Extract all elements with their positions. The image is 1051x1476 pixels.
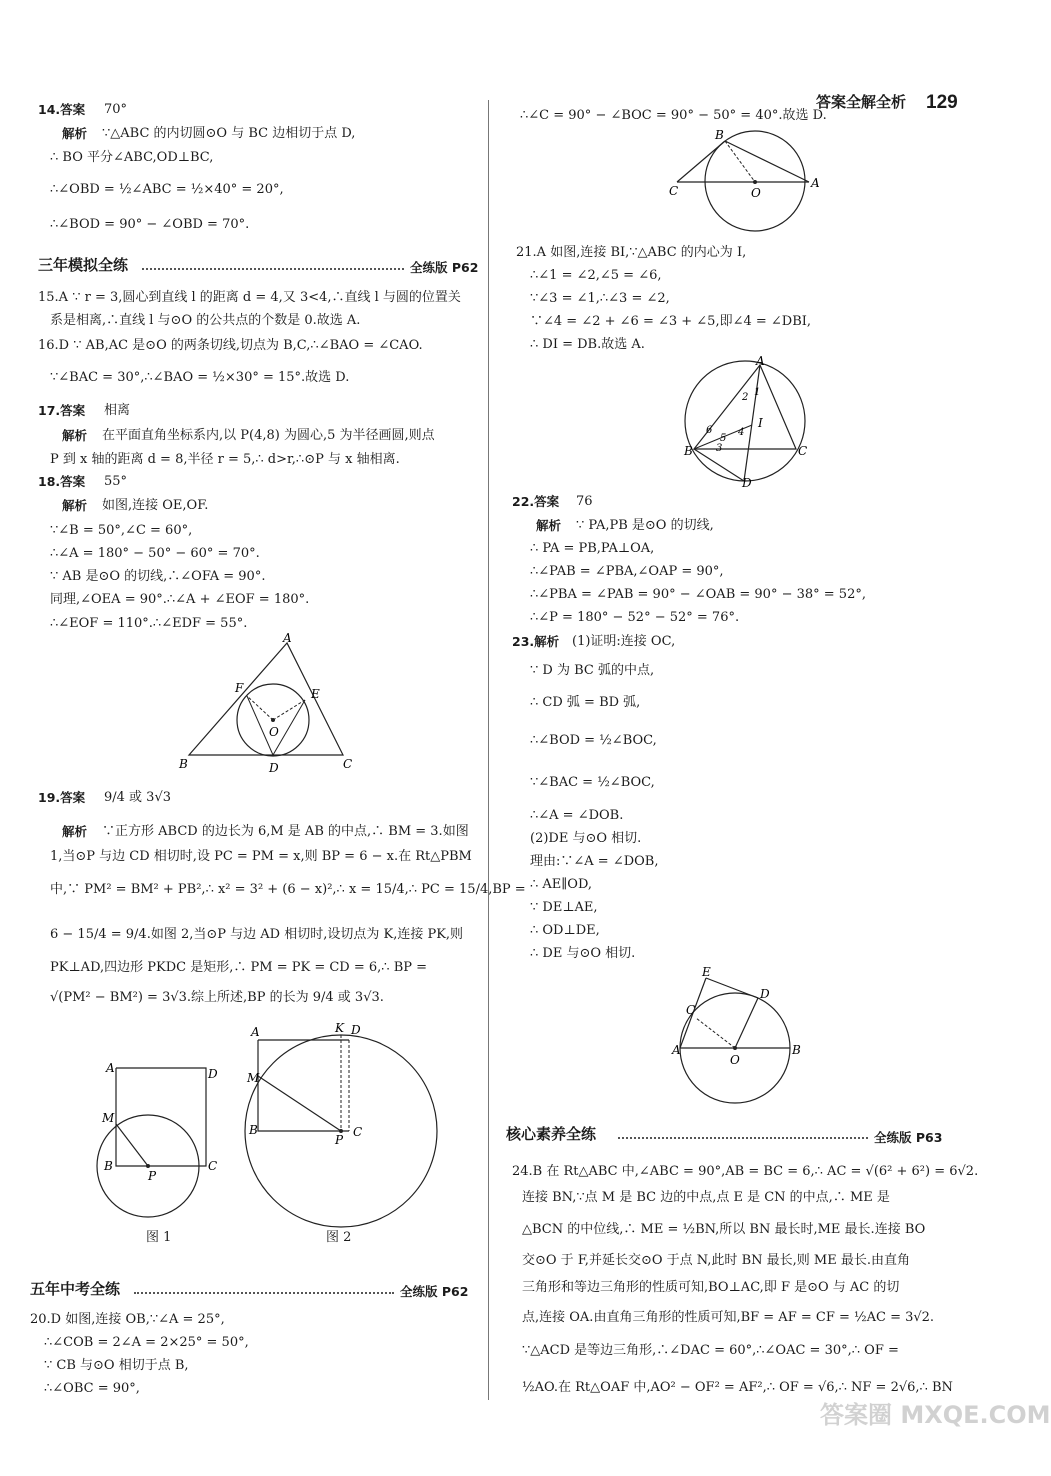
- svg-text:B: B: [715, 128, 724, 142]
- q17-line: P 到 x 轴的距离 d = 8,半径 r = 5,∴ d>r,∴⊙P 与 x 轴相离.: [50, 452, 400, 467]
- svg-text:O: O: [751, 186, 761, 200]
- q22-line: ∴ PA = PB,PA⊥OA,: [530, 541, 655, 556]
- section-dots: [134, 1292, 394, 1294]
- svg-text:B: B: [792, 1043, 801, 1057]
- svg-text:3: 3: [716, 443, 723, 454]
- section-dots: [618, 1137, 868, 1139]
- svg-text:M: M: [247, 1071, 260, 1085]
- q18-expl-label: 解析: [62, 498, 88, 513]
- q17-expl-label: 解析: [62, 428, 88, 443]
- q24-line: △BCN 的中位线,∴ ME = ½BN,所以 BN 最长时,ME 最长.连接 BO: [522, 1222, 926, 1237]
- svg-text:E: E: [702, 965, 711, 979]
- q17-label: 17.答案: [38, 403, 86, 418]
- q18-line: 同理,∠OEA = 90°.∴∠A + ∠EOF = 180°.: [50, 592, 310, 607]
- q24-line: 三角形和等边三角形的性质可知,BO⊥AC,即 F 是⊙O 与 AC 的切: [522, 1280, 900, 1295]
- svg-text:C: C: [353, 1125, 363, 1139]
- svg-text:B: B: [684, 444, 693, 458]
- section-title: 五年中考全练: [30, 1280, 121, 1298]
- q19-line: 中,∵ PM² = BM² + PB²,∴ x² = 3² + (6 − x)²,∴ x = 15/4,∴ PC = 15/4,BP =: [50, 882, 526, 897]
- q14-line: ∵△ABC 的内切圆⊙O 与 BC 边相切于点 D,: [102, 126, 356, 141]
- svg-text:O: O: [269, 725, 279, 739]
- q17-line: 在平面直角坐标系内,以 P(4,8) 为圆心,5 为半径画圆,则点: [102, 428, 435, 443]
- q18-line: ∴∠EOF = 110°.∴∠EDF = 55°.: [50, 616, 248, 631]
- q22-expl-label: 解析: [536, 518, 562, 533]
- q21-line: ∵∠4 = ∠2 + ∠6 = ∠3 + ∠5,即∠4 = ∠DBI,: [530, 314, 812, 329]
- svg-text:A: A: [672, 1043, 681, 1057]
- svg-text:K: K: [335, 1021, 344, 1035]
- q19-expl-label: 解析: [62, 824, 88, 839]
- svg-text:C: C: [208, 1159, 218, 1173]
- fig2-caption: 图 2: [326, 1230, 352, 1245]
- svg-text:1: 1: [754, 387, 761, 398]
- q18-answer: 55°: [104, 474, 128, 489]
- svg-text:5: 5: [720, 433, 727, 444]
- q19-line: √(PM² − BM²) = 3√3.综上所述,BP 的长为 9/4 或 3√3.: [50, 990, 384, 1005]
- q22-label: 22.答案: [512, 494, 560, 509]
- svg-text:F: F: [235, 681, 244, 695]
- q14-answer: 70°: [104, 102, 128, 117]
- header-title: 答案全解全析: [816, 93, 907, 111]
- svg-text:A: A: [283, 631, 292, 645]
- svg-text:D: D: [742, 476, 752, 490]
- q23-line: ∴∠BOD = ½∠BOC,: [530, 733, 657, 748]
- svg-text:P: P: [335, 1133, 344, 1147]
- q14-line: ∴ BO 平分∠ABC,OD⊥BC,: [50, 150, 214, 165]
- q20-line: ∵ CB 与⊙O 相切于点 B,: [44, 1358, 189, 1373]
- svg-text:A: A: [106, 1061, 115, 1075]
- q23-figure: [672, 962, 812, 1077]
- q21-figure: [680, 355, 810, 490]
- q18-line: 如图,连接 OE,OF.: [102, 498, 209, 513]
- q19-line: ∵正方形 ABCD 的边长为 6,M 是 AB 的中点,∴ BM = 3.如图: [102, 824, 469, 839]
- q21-line: ∵∠3 = ∠1,∴∠3 = ∠2,: [530, 291, 670, 306]
- svg-text:P: P: [148, 1169, 157, 1183]
- q23-line: ∵∠BAC = ½∠BOC,: [530, 775, 655, 790]
- q24-line: 连接 BN,∵点 M 是 BC 边的中点,点 E 是 CN 的中点,∴ ME 是: [522, 1190, 890, 1205]
- q21-line: ∴ DI = DB.故选 A.: [530, 337, 645, 352]
- q23-line: ∴ CD 弧 = BD 弧,: [530, 695, 641, 710]
- q15-line: 系是相离,∴直线 l 与⊙O 的公共点的个数是 0.故选 A.: [50, 313, 361, 328]
- q21-line: 21.A 如图,连接 BI,∵△ABC 的内心为 I,: [516, 245, 747, 260]
- q23-line: (2)DE 与⊙O 相切.: [530, 831, 642, 846]
- q19-line: PK⊥AD,四边形 PKDC 是矩形,∴ PM = PK = CD = 6,∴ BP =: [50, 960, 428, 975]
- q18-label: 18.答案: [38, 474, 86, 489]
- q22-answer: 76: [576, 494, 593, 509]
- svg-text:B: B: [249, 1123, 258, 1137]
- svg-text:6: 6: [706, 425, 713, 436]
- q17-answer: 相离: [104, 403, 131, 418]
- q23-line: ∴ DE 与⊙O 相切.: [530, 946, 636, 961]
- svg-text:E: E: [311, 687, 320, 701]
- watermark: 答案圈 MXQE.COM: [820, 1401, 1051, 1429]
- q20-line: 20.D 如图,连接 OB,∵∠A = 25°,: [30, 1312, 225, 1327]
- q18-line: ∵∠B = 50°,∠C = 60°,: [50, 523, 193, 538]
- q23-line: 理由:∵∠A = ∠DOB,: [530, 854, 659, 869]
- svg-text:A: A: [251, 1025, 260, 1039]
- svg-text:D: D: [269, 761, 279, 775]
- q15-line: 15.A ∵ r = 3,圆心到直线 l 的距离 d = 4,又 3<4,∴直线 l 与圆的位置关: [38, 290, 461, 305]
- svg-text:D: D: [351, 1023, 361, 1037]
- section-tag: 全练版 P62: [410, 260, 479, 275]
- section-tag: 全练版 P62: [400, 1284, 469, 1299]
- q23-line: ∴ OD⊥DE,: [530, 923, 600, 938]
- q19-figure-1: [90, 1060, 230, 1230]
- q23-line: ∵ D 为 BC 弧的中点,: [530, 663, 655, 678]
- q20-line: ∴∠C = 90° − ∠BOC = 90° − 50° = 40°.故选 D.: [520, 108, 827, 123]
- q14-label: 14.答案: [38, 102, 86, 117]
- q23-label: 23.解析: [512, 634, 560, 649]
- q24-line: 24.B 在 Rt△ABC 中,∠ABC = 90°,AB = BC = 6,∴ AC = √(6² + 6²) = 6√2.: [512, 1164, 979, 1179]
- svg-text:D: D: [208, 1067, 218, 1081]
- q14-line: ∴∠OBD = ½∠ABC = ½×40° = 20°,: [50, 182, 284, 197]
- svg-text:C: C: [798, 444, 808, 458]
- fig1-caption: 图 1: [146, 1230, 172, 1245]
- q18-line: ∴∠A = 180° − 50° − 60° = 70°.: [50, 546, 260, 561]
- q19-answer: 9/4 或 3√3: [104, 790, 172, 805]
- q22-line: ∴∠PAB = ∠PBA,∠OAP = 90°,: [530, 564, 724, 579]
- q16-line: 16.D ∵ AB,AC 是⊙O 的两条切线,切点为 B,C,∴∠BAO = ∠CAO.: [38, 338, 423, 353]
- svg-text:C: C: [669, 184, 679, 198]
- q19-line: 6 − 15/4 = 9/4.如图 2,当⊙P 与边 AD 相切时,设切点为 K,连接 PK,则: [50, 927, 464, 942]
- svg-text:B: B: [104, 1159, 113, 1173]
- q22-line: ∵ PA,PB 是⊙O 的切线,: [576, 518, 714, 533]
- q14-expl-label: 解析: [62, 126, 88, 141]
- q20-line: ∴∠OBC = 90°,: [44, 1381, 140, 1396]
- q16-line: ∵∠BAC = 30°,∴∠BAO = ½×30° = 15°.故选 D.: [50, 370, 350, 385]
- q19-label: 19.答案: [38, 790, 86, 805]
- q24-line: ½AO.在 Rt△OAF 中,AO² − OF² = AF²,∴ OF = √6,∴ NF = 2√6,∴ BN: [522, 1380, 953, 1395]
- q23-line: ∵ DE⊥AE,: [530, 900, 598, 915]
- q19-line: 1,当⊙P 与边 CD 相切时,设 PC = PM = x,则 BP = 6 − x.在 Rt△PBM: [50, 849, 472, 864]
- q24-line: ∵△ACD 是等边三角形,∴∠DAC = 60°,∴∠OAC = 30°,∴ OF =: [522, 1343, 899, 1358]
- svg-text:4: 4: [738, 427, 745, 438]
- q23-line: ∴∠A = ∠DOB.: [530, 808, 624, 823]
- q14-line: ∴∠BOD = 90° − ∠OBD = 70°.: [50, 217, 250, 232]
- section-tag: 全练版 P63: [874, 1130, 943, 1145]
- q22-line: ∴∠P = 180° − 52° − 52° = 76°.: [530, 610, 740, 625]
- svg-text:A: A: [811, 176, 820, 190]
- section-title: 三年模拟全练: [38, 256, 129, 274]
- section-title: 核心素养全练: [506, 1125, 597, 1143]
- page-number: 129: [926, 92, 958, 113]
- q24-line: 交⊙O 于 F,并延长交⊙O 于点 N,此时 BN 最长,则 ME 最长.由直角: [522, 1253, 910, 1268]
- svg-text:B: B: [179, 757, 188, 771]
- q18-line: ∵ AB 是⊙O 的切线,∴∠OFA = 90°.: [50, 569, 266, 584]
- svg-text:C: C: [686, 1003, 696, 1017]
- svg-text:A: A: [756, 354, 765, 368]
- q20-figure: [665, 125, 835, 237]
- q24-line: 点,连接 OA.由直角三角形的性质可知,BF = AF = CF = ½AC = 3√2.: [522, 1310, 935, 1325]
- q18-figure: [175, 630, 365, 775]
- svg-text:O: O: [730, 1053, 740, 1067]
- q23-line: ∴ AE∥OD,: [530, 877, 593, 892]
- svg-text:I: I: [758, 416, 763, 430]
- q20-line: ∴∠COB = 2∠A = 2×25° = 50°,: [44, 1335, 249, 1350]
- q22-line: ∴∠PBA = ∠PAB = 90° − ∠OAB = 90° − 38° = 52°,: [530, 587, 866, 602]
- q23-line: (1)证明:连接 OC,: [572, 634, 676, 649]
- svg-text:2: 2: [742, 392, 749, 403]
- section-dots: [142, 268, 404, 270]
- q21-line: ∴∠1 = ∠2,∠5 = ∠6,: [530, 268, 662, 283]
- svg-text:M: M: [102, 1111, 115, 1125]
- q19-figure-2: [243, 1020, 453, 1230]
- svg-text:C: C: [343, 757, 353, 771]
- column-divider: [488, 100, 489, 1400]
- svg-text:D: D: [760, 987, 770, 1001]
